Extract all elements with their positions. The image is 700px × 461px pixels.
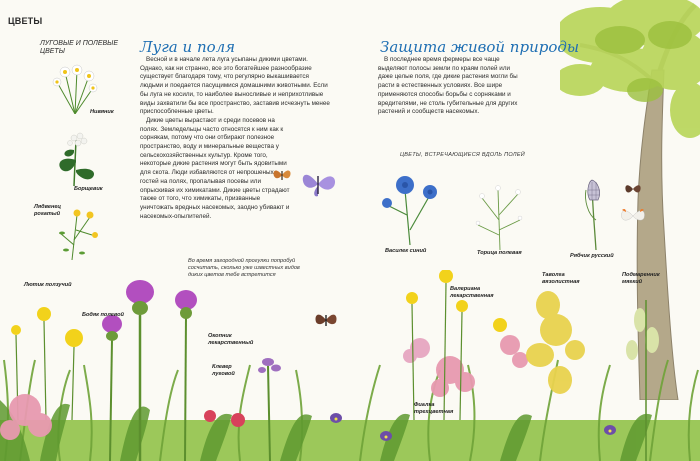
label-valeriana: Валериана лекарственная <box>450 286 494 299</box>
sidebar-title: ЛУГОВЫЕ И ПОЛЕВЫЕ ЦВЕТЫ <box>40 40 119 56</box>
label-toritsa: Торица полевая <box>477 250 522 256</box>
edge-flowers-caption: ЦВЕТЫ, ВСТРЕЧАЮЩИЕСЯ ВДОЛЬ ПОЛЕЙ <box>400 152 526 158</box>
fritillary-illustration <box>578 160 608 250</box>
label-borshchevik: Борщевик <box>74 186 103 192</box>
label-tavolga: Таволга вязолистная <box>542 272 580 285</box>
meadows-title: Луга и поля <box>140 38 236 56</box>
label-vasilek: Василек синий <box>385 248 427 254</box>
section-tag: ЦВЕТЫ <box>8 16 43 26</box>
label-ryabchik: Рябчик русский <box>570 253 614 259</box>
butterfly-orange <box>272 167 292 183</box>
meadow-illustration <box>0 270 700 461</box>
hogweed-illustration <box>52 130 102 186</box>
cornflower-illustration <box>375 170 450 245</box>
label-fialka: Фиалка трехцветная <box>414 402 454 415</box>
butterfly-blue <box>300 168 338 198</box>
protection-text <box>378 56 518 117</box>
label-okopnik: Окопник лекарственный <box>208 333 254 346</box>
protection-paragraph: В последнее время фермеры все чаще выделяют полосы земли по краям полей или даже целые поля, где дикие растения могли бы расти в естественных условиях. Все шире применяются способы борьбы с сорняками и вредителями, не столь губительные для других растений и сообществ насекомых. <box>378 56 518 116</box>
label-lyutik: Лютик ползучий <box>24 282 72 288</box>
butterfly-orange-tip <box>620 206 646 226</box>
walk-note: Во время загородной прогулки попробуй сосчитать, сколько уже известных видов диких цветов тебе встретится <box>188 258 300 279</box>
label-lyadvenets: Лядвенец рогатый <box>34 204 62 217</box>
meadows-paragraph-2: Дикие цветы вырастают и среди посевов на полях. Земледельцы часто относятся к ним как к сорнякам, потому что они отбирают полезное пространство, воду и минеральные вещества у сельскохозяйственных культур. Кроме того, некоторые дикие растения могут быть ядовитыми для скота. Люди избавляются от непрошеных гостей на полях, пропалывая посевы или опрыскивая их химикатами. Дикие цветы страдают также от того, что химикаты, призванные уничтожать вредных насекомых, заодно убивают и насекомых-опылителей. <box>140 116 290 220</box>
label-bodyak: Бодяк полевой <box>82 312 124 318</box>
label-klever: Клевер луговой <box>212 364 235 377</box>
corn-spurrey-illustration <box>470 180 530 250</box>
label-podmarennik: Подмаренник мягкий <box>622 272 660 285</box>
label-nivyanik: Нивяник <box>90 109 114 115</box>
meadows-paragraph-1: Весной и в начале лета луга усыпаны дикими цветами. Однако, как ни странно, все это богатейшее разнообразие существует благодаря тому, что регулярно выкашивается людьми и поедается пасущимися домашними животными. Если бы луга не косили, то наиболее выносливые и неприхотливые виды захватили бы все пространство, заставив исчезнуть менее приспособленные цветы. <box>140 56 330 116</box>
butterfly-dark-small <box>624 182 642 196</box>
protection-title: Защита живой природы <box>380 38 580 56</box>
oxeye-daisy-illustration <box>45 62 105 114</box>
